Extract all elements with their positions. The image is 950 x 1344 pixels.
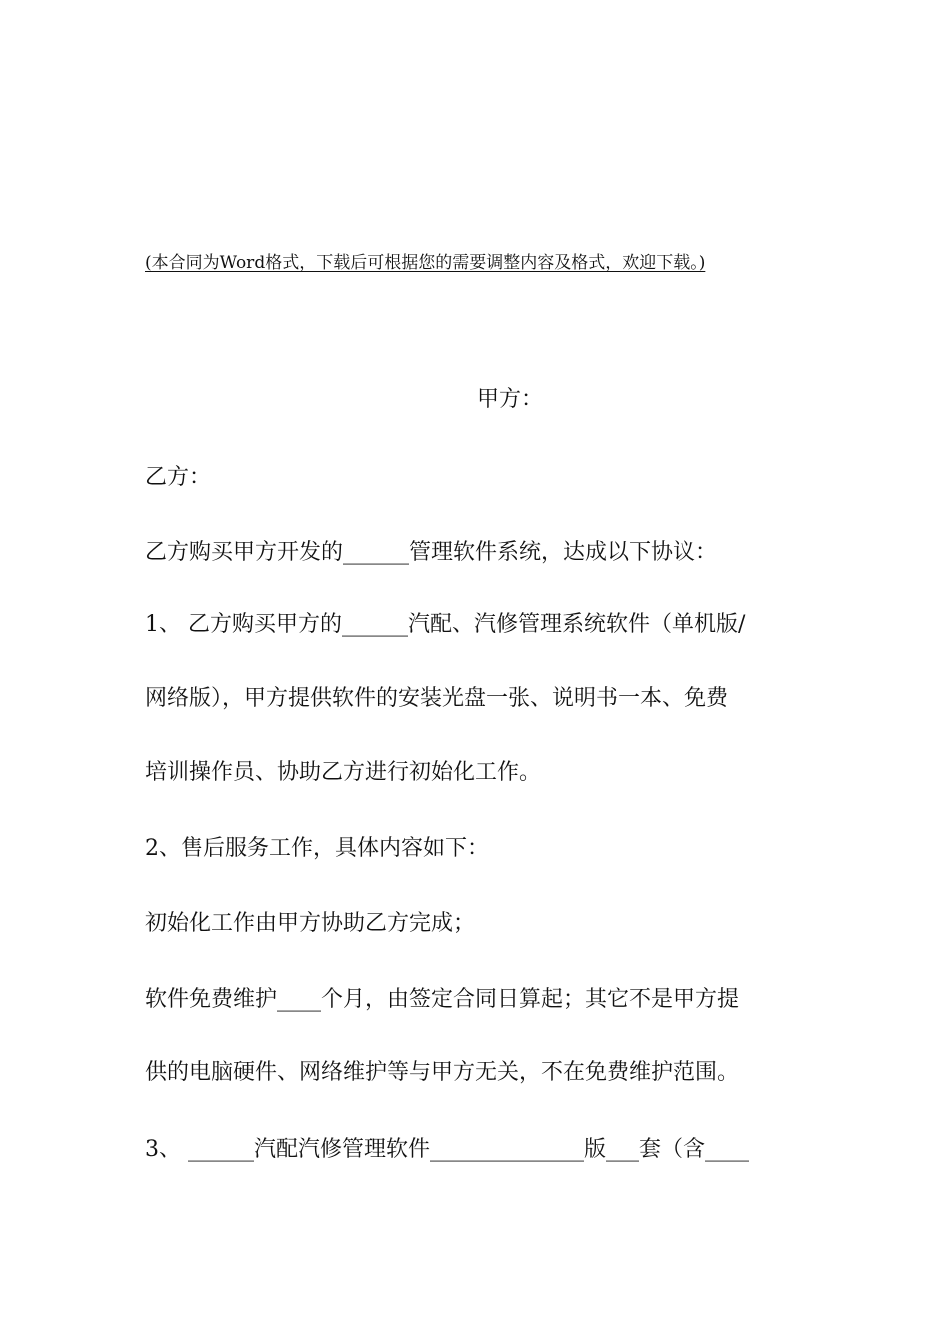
agreement-intro: 乙方购买甲方开发的______管理软件系统，达成以下协议： bbox=[145, 540, 718, 565]
party-b-label: 乙方： bbox=[145, 465, 212, 490]
format-note: (本合同为Word格式，下载后可根据您的需要调整内容及格式，欢迎下载。) bbox=[145, 253, 706, 273]
clause-1-line-2: 网络版），甲方提供软件的安装光盘一张、说明书一本、免费 bbox=[145, 686, 729, 711]
clause-2-heading: 2、售后服务工作，具体内容如下： bbox=[145, 836, 489, 861]
clause-2-item-2-line-2: 供的电脑硬件、网络维护等与甲方无关，不在免费维护范围。 bbox=[145, 1060, 740, 1085]
clause-1-line-3: 培训操作员、协助乙方进行初始化工作。 bbox=[145, 760, 542, 785]
clause-1-line-1: 1、 乙方购买甲方的______汽配、汽修管理系统软件（单机版/ bbox=[145, 612, 746, 637]
party-a-label: 甲方： bbox=[476, 387, 543, 412]
clause-2-item-1: 初始化工作由甲方协助乙方完成； bbox=[145, 911, 476, 936]
clause-3-line-1: 3、 ______汽配汽修管理软件______________版___套（含____ bbox=[145, 1137, 749, 1162]
clause-2-item-2-line-1: 软件免费维护____个月，由签定合同日算起；其它不是甲方提 bbox=[145, 987, 740, 1012]
